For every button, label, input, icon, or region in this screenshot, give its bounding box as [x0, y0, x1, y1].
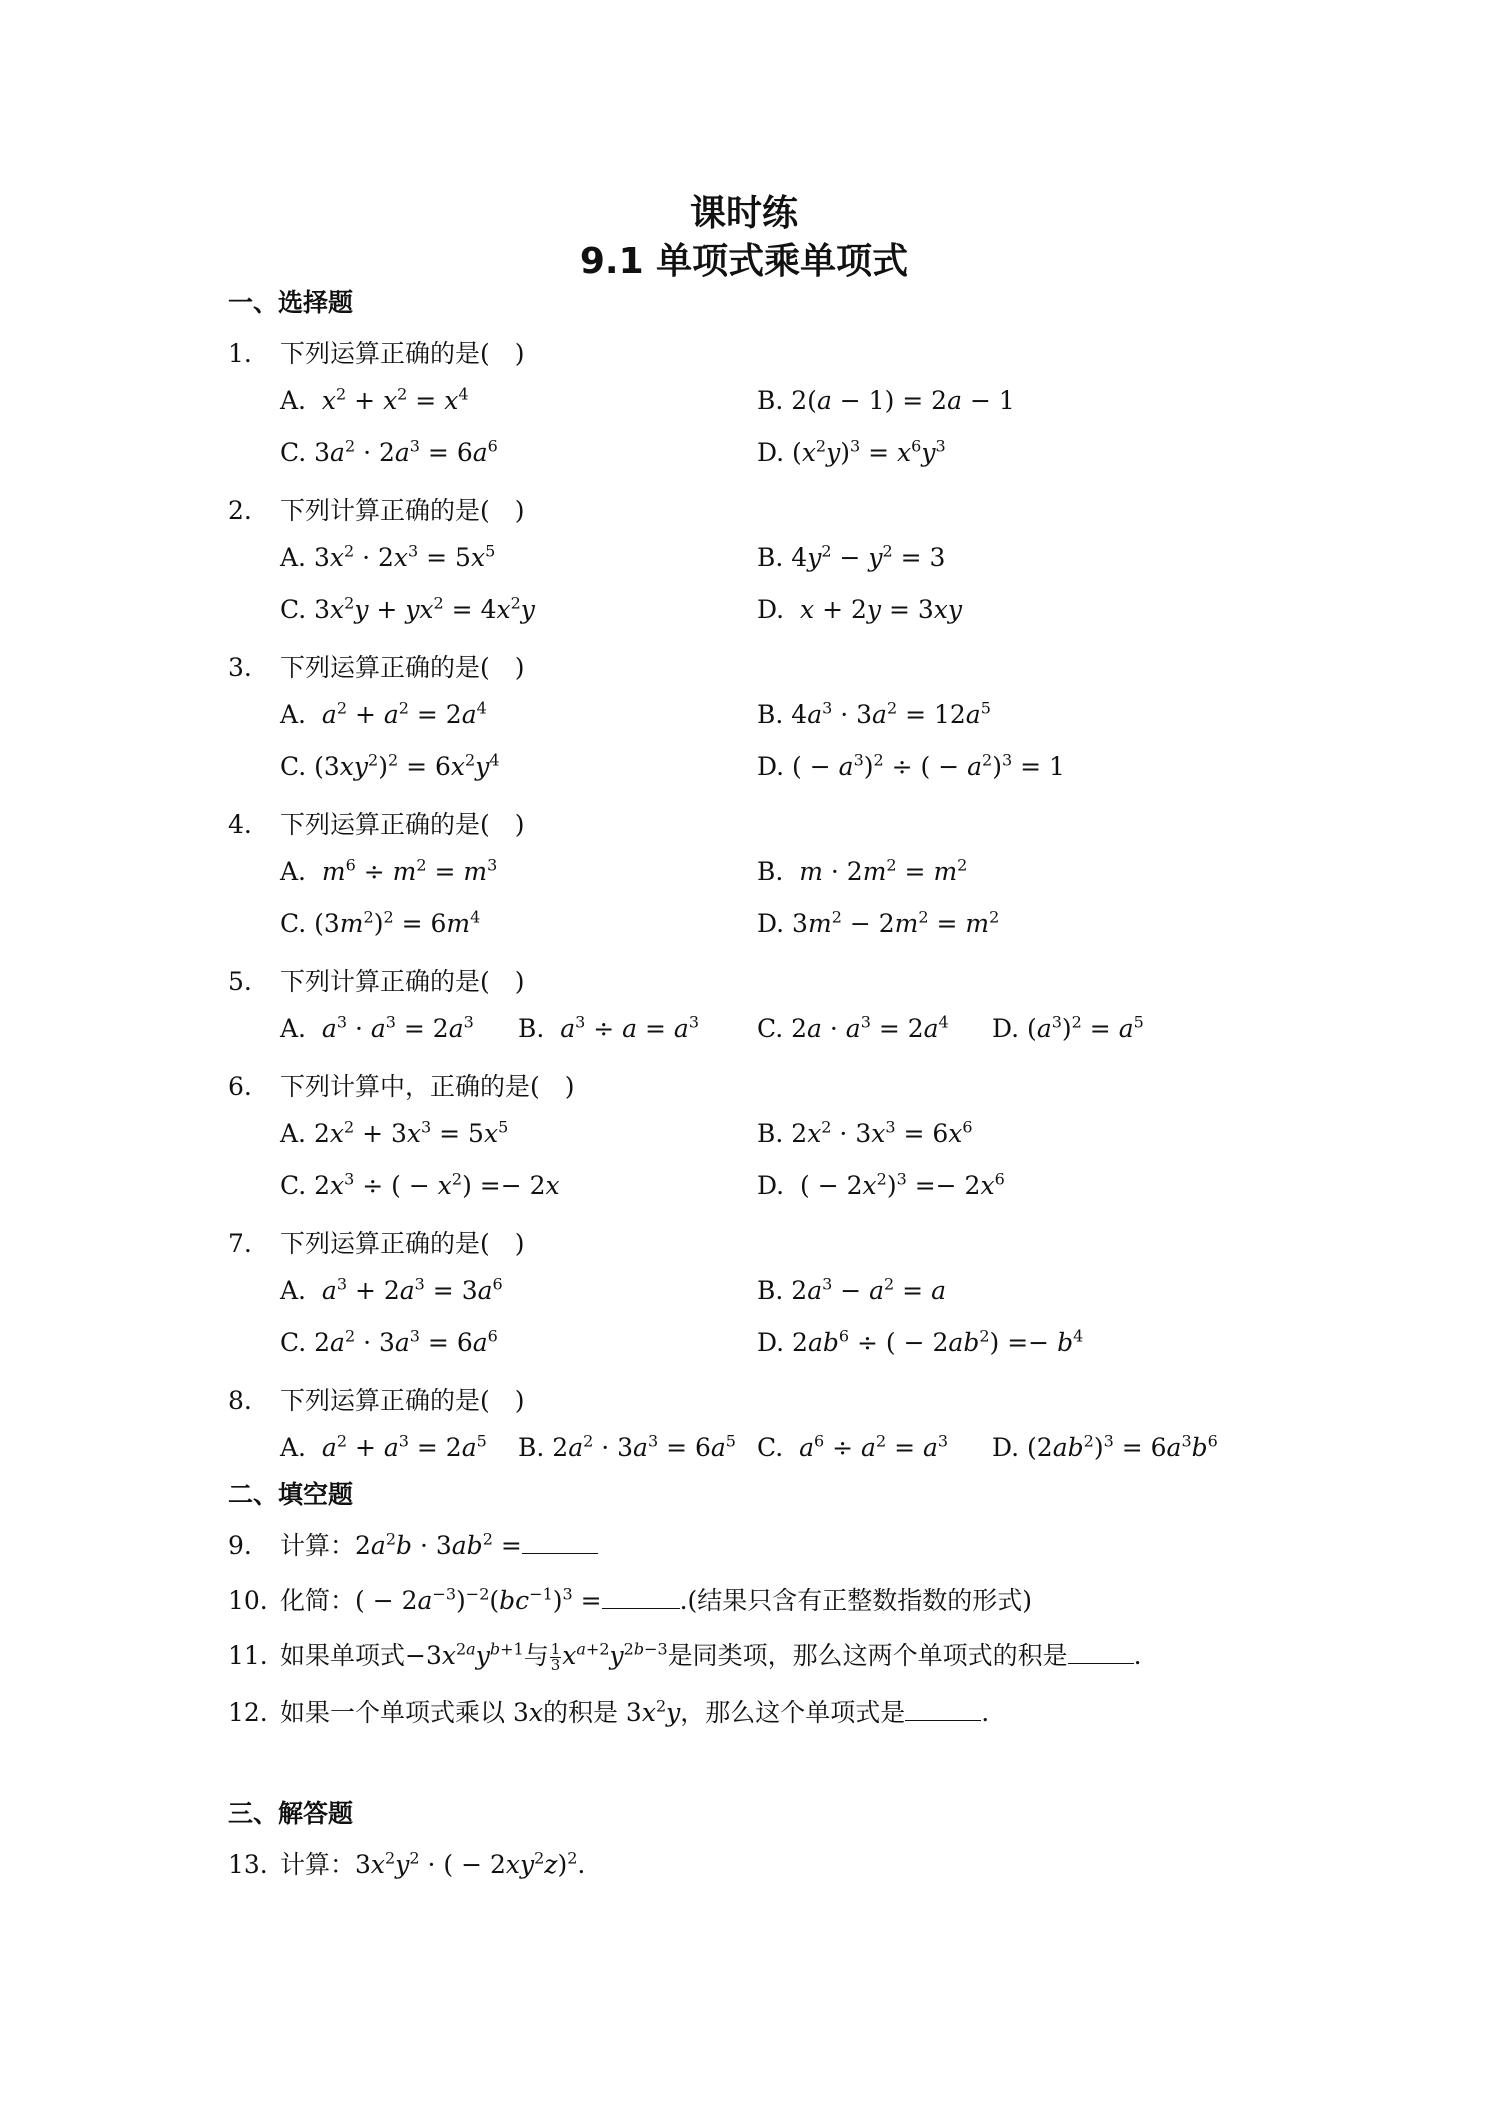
- question-number: 13.: [228, 1850, 268, 1879]
- question-stem: 下列计算中，正确的是( ): [280, 1072, 575, 1101]
- question-8: [228, 1381, 525, 1417]
- q7-option-b: B. $2a^3 - a^2 = a$: [757, 1274, 946, 1305]
- q12-mid: 的积是 3: [542, 1698, 642, 1727]
- q10-expression: ( − $2a^{-3})^{-2}(bc^{-1})^3$ =: [355, 1584, 602, 1615]
- answer-blank[interactable]: [905, 1696, 981, 1721]
- q4-option-c: C. $(3m^2)^2 = 6m^4$: [280, 907, 481, 938]
- question-stem: 下列计算正确的是( ): [280, 967, 525, 996]
- q11-text: 是同类项，那么这两个单项式的积是: [667, 1641, 1068, 1670]
- q11-and: 与: [523, 1641, 549, 1670]
- q9-expression: $2a^2b \cdot 3ab^2$ =: [355, 1529, 522, 1560]
- q8-option-c: C. $a^6 \div a^2 = a^3$: [757, 1431, 949, 1462]
- question-stem: 下列运算正确的是( ): [280, 339, 525, 368]
- question-stem: 下列计算正确的是( ): [280, 496, 525, 525]
- question-number: 4.: [228, 810, 252, 839]
- q6-option-d: D. ( − $2x^2)^3 =- 2x^6$: [757, 1169, 1005, 1200]
- q6-option-a: A. $2x^2 + 3x^3 = 5x^5$: [280, 1117, 509, 1148]
- q8-option-d: D. $(2ab^2)^3 = 6a^3b^6$: [992, 1431, 1218, 1462]
- q13-expression: $3x^2y^2$ · ( − $2xy^2z)^2$.: [355, 1848, 586, 1879]
- q12-expression: $x^2y$: [641, 1696, 681, 1727]
- q3-option-d: D. ( − $a^3)^2$ ÷ ( − $a^2)^3 = 1$: [757, 750, 1065, 781]
- q11-monomial-2: $x^{a+2}y^{2b-3}$: [562, 1639, 668, 1670]
- q12-period: .: [981, 1698, 990, 1727]
- question-9: [228, 1526, 598, 1562]
- question-stem: 下列运算正确的是( ): [280, 1386, 525, 1415]
- answer-blank[interactable]: [1068, 1639, 1134, 1664]
- question-number: 6.: [228, 1072, 252, 1101]
- q3-option-b: B. $4a^3 \cdot 3a^2 = 12a^5$: [757, 698, 991, 729]
- question-11: [228, 1636, 1142, 1673]
- q6-option-b: B. $2x^2 \cdot 3x^3 = 6x^6$: [757, 1117, 973, 1148]
- q7-option-d: D. $2ab^6$ ÷ ( − $2ab^2) =- b^4$: [757, 1326, 1084, 1357]
- q7-option-c: C. $2a^2 \cdot 3a^3 = 6a^6$: [280, 1326, 498, 1357]
- question-number: 12.: [228, 1698, 268, 1727]
- question-stem: 计算：: [280, 1531, 356, 1560]
- page-subtitle: 9.1 单项式乘单项式: [579, 241, 909, 282]
- q4-option-b: B. $m \cdot 2m^2 = m^2$: [757, 855, 968, 886]
- question-13: [228, 1845, 585, 1881]
- answer-blank[interactable]: [602, 1584, 680, 1609]
- question-number: 5.: [228, 967, 252, 996]
- question-stem: 如果一个单项式乘以 3: [280, 1698, 529, 1727]
- question-stem: 下列运算正确的是( ): [280, 1229, 525, 1258]
- fraction-one-third: $\frac{1}{3}$: [550, 1640, 561, 1674]
- q2-option-a: A. $3x^2 \cdot 2x^3 = 5x^5$: [280, 541, 496, 572]
- q3-option-a: A. $a^2 + a^2 = 2a^4$: [280, 698, 487, 729]
- q1-option-c: C. $3a^2 \cdot 2a^3 = 6a^6$: [280, 436, 498, 467]
- q7-option-a: A. $a^3 + 2a^3 = 3a^6$: [280, 1274, 503, 1305]
- q12-var: x: [528, 1698, 543, 1727]
- question-10: [228, 1581, 1032, 1617]
- question-number: 10.: [228, 1586, 268, 1615]
- question-7: [228, 1224, 525, 1260]
- q2-option-c: C. $3x^2y + yx^2 = 4x^2y$: [280, 593, 535, 624]
- question-number: 11.: [228, 1641, 268, 1670]
- question-6: [228, 1067, 575, 1103]
- question-number: 1.: [228, 339, 252, 368]
- q8-option-a: A. $a^2 + a^3 = 2a^5$: [280, 1431, 487, 1462]
- question-number: 3.: [228, 653, 252, 682]
- q4-option-d: D. $3m^2 - 2m^2 = m^2$: [757, 907, 1000, 938]
- q10-note: .(结果只含有正整数指数的形式): [679, 1586, 1033, 1615]
- q5-option-d: D. $(a^3)^2 = a^5$: [992, 1012, 1144, 1043]
- q8-option-b: B. $2a^2 \cdot 3a^3 = 6a^5$: [518, 1431, 736, 1462]
- question-number: 8.: [228, 1386, 252, 1415]
- question-3: [228, 648, 525, 684]
- question-number: 7.: [228, 1229, 252, 1258]
- q2-option-d: D. x + 2y = 3xy: [757, 595, 962, 624]
- q4-option-a: A. $m^6 \div m^2 = m^3$: [280, 855, 498, 886]
- q12-text: ，那么这个单项式是: [680, 1698, 906, 1727]
- q5-option-b: B. $a^3 \div a = a^3$: [518, 1012, 700, 1043]
- q6-option-c: C. $2x^3$ ÷ ( − $x^2) =- 2x$: [280, 1169, 560, 1200]
- question-5: [228, 962, 525, 998]
- question-1: [228, 334, 525, 370]
- question-number: 2.: [228, 496, 252, 525]
- question-stem: 下列运算正确的是( ): [280, 653, 525, 682]
- question-number: 9.: [228, 1531, 252, 1560]
- q1-option-b: B. 2(a − 1) = 2a − 1: [757, 386, 1015, 415]
- question-stem: 如果单项式: [280, 1641, 406, 1670]
- answer-blank[interactable]: [522, 1529, 598, 1554]
- q1-option-a: A. $x^2 + x^2 = x^4$: [280, 384, 469, 415]
- q11-period: .: [1133, 1641, 1142, 1670]
- question-stem: 下列运算正确的是( ): [280, 810, 525, 839]
- question-12: [228, 1693, 989, 1729]
- q1-option-d: D. $(x^2y)^3 = x^6y^3$: [757, 436, 946, 467]
- section-fill-blank: 二、填空题: [228, 1480, 354, 1509]
- q2-option-b: B. $4y^2 - y^2 = 3$: [757, 541, 946, 572]
- q3-option-c: C. $(3xy^2)^2 = 6x^2y^4$: [280, 750, 500, 781]
- q5-option-c: C. $2a \cdot a^3 = 2a^4$: [757, 1012, 949, 1043]
- question-2: [228, 491, 525, 527]
- section-choice: 一、选择题: [228, 288, 354, 317]
- question-stem: 化简：: [280, 1586, 356, 1615]
- question-stem: 计算：: [280, 1850, 356, 1879]
- section-solve: 三、解答题: [228, 1799, 354, 1828]
- page-title: 课时练: [689, 193, 798, 234]
- q11-monomial-1: $-3x^{2a}y^{b+1}$: [405, 1639, 524, 1670]
- q5-option-a: A. $a^3 \cdot a^3 = 2a^3$: [280, 1012, 474, 1043]
- question-4: [228, 805, 525, 841]
